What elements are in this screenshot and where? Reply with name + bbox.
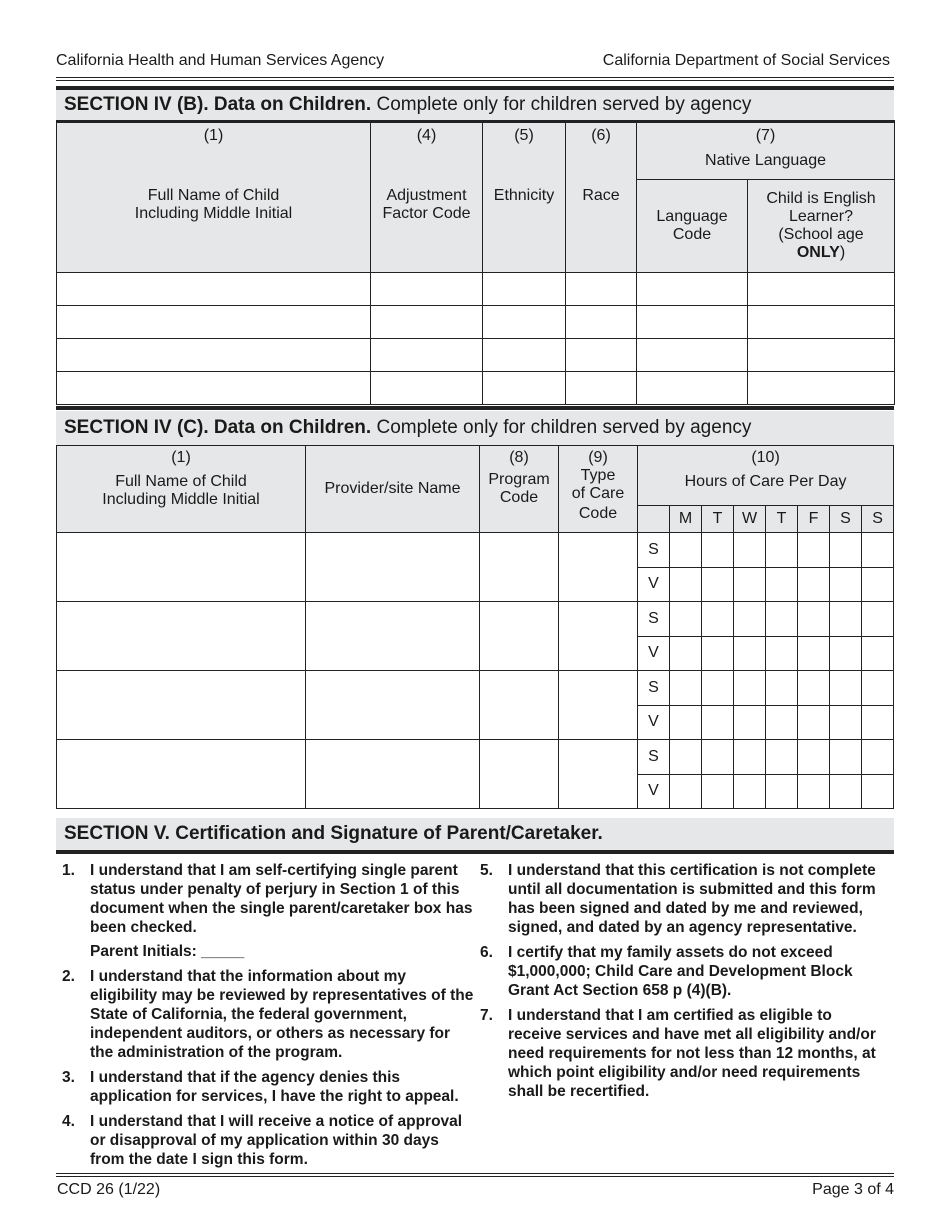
c-hours-cell[interactable] <box>734 774 766 809</box>
c-col1-num: (1) <box>171 449 191 466</box>
b-col4-num: (4) <box>416 127 437 144</box>
c-entry-cell[interactable] <box>480 533 559 602</box>
cert-item-5-num: 5. <box>480 862 493 879</box>
cert-column-left <box>56 861 476 1175</box>
b-entry-cell[interactable] <box>371 273 483 306</box>
c-hours-cell[interactable] <box>734 533 766 568</box>
c-hours-cell[interactable] <box>830 636 862 671</box>
b-entry-cell[interactable] <box>483 306 566 339</box>
section-c-title-rest: Complete only for children served by agency <box>371 417 752 438</box>
c-data-row <box>57 533 894 568</box>
c-hours-cell[interactable] <box>734 567 766 602</box>
c-row-code: S <box>638 533 670 568</box>
c-day-header: F <box>798 506 830 533</box>
c-hours-cell[interactable] <box>702 740 734 775</box>
cert-column-right <box>474 861 886 1107</box>
c-hours-cell[interactable] <box>798 740 830 775</box>
c-row-code: V <box>638 774 670 809</box>
b-data-row <box>57 306 895 339</box>
b-entry-cell[interactable] <box>637 306 748 339</box>
cert-item-7-text: I understand that I am certified as eligible to receive services and have met all eligibility and/or need requirements for not less than 12 months, at which point eligibility and/or need requirements shall be recertified. <box>508 1007 876 1100</box>
b-entry-cell[interactable] <box>371 306 483 339</box>
b-col7a-label-1: Language <box>656 208 728 226</box>
c-hours-cell[interactable] <box>798 774 830 809</box>
c-entry-cell[interactable] <box>57 602 306 671</box>
cert-item-6-num: 6. <box>480 944 493 961</box>
c-entry-cell[interactable] <box>480 671 559 740</box>
c-hours-cell[interactable] <box>702 774 734 809</box>
b-entry-cell[interactable] <box>637 372 748 405</box>
department-name: California Department of Social Services <box>602 52 890 69</box>
c-hours-cell[interactable] <box>798 533 830 568</box>
b-data-row <box>57 339 895 372</box>
c-hours-cell[interactable] <box>766 705 798 740</box>
c-hours-cell[interactable] <box>734 602 766 637</box>
section-c-table <box>56 445 894 809</box>
c-hours-cell[interactable] <box>766 533 798 568</box>
c-hours-cell[interactable] <box>798 602 830 637</box>
b-col7b-close: ) <box>839 244 846 262</box>
c-entry-cell[interactable] <box>57 671 306 740</box>
b-entry-cell[interactable] <box>57 306 371 339</box>
c-day-header: W <box>734 506 766 533</box>
b-col4-label-1: Adjustment <box>386 187 467 204</box>
c-day-header: T <box>766 506 798 533</box>
footer-rule <box>56 1173 894 1174</box>
c-hours-cell[interactable] <box>862 533 894 568</box>
b-entry-cell[interactable] <box>483 372 566 405</box>
c-hours-cell[interactable] <box>830 740 862 775</box>
b-entry-cell[interactable] <box>483 273 566 306</box>
c-hours-cell[interactable] <box>830 602 862 637</box>
b-entry-cell[interactable] <box>371 339 483 372</box>
c-hours-cell[interactable] <box>830 705 862 740</box>
c-hours-cell[interactable] <box>766 671 798 706</box>
c-col1-label-2: Including Middle Initial <box>102 491 260 508</box>
section-v-title: SECTION V. Certification and Signature of Parent/Caretaker. <box>56 818 894 850</box>
agency-name: California Health and Human Services Agency <box>56 52 385 69</box>
c-row-code: S <box>638 671 670 706</box>
c-col9-label-3: Code <box>578 505 618 522</box>
b-col1-label-2: Including Middle Initial <box>134 205 293 222</box>
b-entry-cell[interactable] <box>566 339 637 372</box>
c-day-blank <box>638 506 670 533</box>
section-b-title-bold: SECTION IV (B). Data on Children. <box>64 94 372 115</box>
b-entry-cell[interactable] <box>566 273 637 306</box>
c-hours-cell[interactable] <box>766 567 798 602</box>
cert-item-4 <box>56 1112 476 1169</box>
c-col8-label-1: Program <box>488 471 550 488</box>
cert-item-7-num: 7. <box>480 1007 493 1024</box>
c-entry-cell[interactable] <box>57 740 306 809</box>
c-hours-cell[interactable] <box>766 774 798 809</box>
c-data-row <box>57 671 894 706</box>
c-hours-cell[interactable] <box>766 740 798 775</box>
c-hours-cell[interactable] <box>798 636 830 671</box>
c-entry-cell[interactable] <box>559 671 638 740</box>
cert-item-5-text: I understand that this certification is not complete until all documentation is submitted and this form has been signed and dated by me and reviewed, signed, and dated by an agency representative. <box>508 862 876 936</box>
c-col10-num: (10) <box>751 449 780 466</box>
c-col9-label-2: of Care <box>571 485 625 502</box>
b-entry-cell[interactable] <box>748 339 895 372</box>
c-entry-cell[interactable] <box>306 740 480 809</box>
b-entry-cell[interactable] <box>57 372 371 405</box>
c-hours-cell[interactable] <box>670 671 702 706</box>
c-entry-cell[interactable] <box>306 533 480 602</box>
c-row-code: V <box>638 705 670 740</box>
cert-item-1 <box>56 861 476 961</box>
c-hours-cell[interactable] <box>830 567 862 602</box>
section-c-title <box>56 411 894 445</box>
page-number: Page 3 of 4 <box>812 1181 894 1198</box>
cert-item-1-num: 1. <box>62 862 75 879</box>
c-hours-cell[interactable] <box>862 774 894 809</box>
c-hours-cell[interactable] <box>862 671 894 706</box>
b-entry-cell[interactable] <box>748 306 895 339</box>
cert-item-3-text: I understand that if the agency denies this application for services, I have the right to appeal. <box>90 1069 459 1105</box>
c-day-header: S <box>830 506 862 533</box>
c-hours-cell[interactable] <box>766 602 798 637</box>
b-col5-num: (5) <box>514 127 534 144</box>
cert-item-2-text: I understand that the information about my eligibility may be reviewed by representatives of the State of California, the federal government, independent auditors, or others as necessary for the administration of the program. <box>90 968 474 1061</box>
c-row-code: V <box>638 567 670 602</box>
cert-item-4-num: 4. <box>62 1113 75 1130</box>
c-entry-cell[interactable] <box>480 602 559 671</box>
b-col1-num: (1) <box>203 127 224 144</box>
c-hours-cell[interactable] <box>670 774 702 809</box>
c-hours-cell[interactable] <box>798 671 830 706</box>
c-provider-header <box>306 446 480 533</box>
b-data-row <box>57 273 895 306</box>
c-hours-cell[interactable] <box>766 636 798 671</box>
c-col10-label: Hours of Care Per Day <box>684 473 847 490</box>
cert-item-6-text: I certify that my family assets do not exceed $1,000,000; Child Care and Development Block Grant Act Section 658 p (4)(B). <box>508 944 853 999</box>
cert-item-1-text: I understand that I am self-certifying single parent status under penalty of perjury in Section 1 of this document when the single parent/caretaker box has been checked. <box>90 862 473 936</box>
c-hours-cell[interactable] <box>702 567 734 602</box>
c-row-code: S <box>638 740 670 775</box>
b-data-row <box>57 372 895 405</box>
c-provider-label: Provider/site Name <box>324 480 461 497</box>
c-entry-cell[interactable] <box>306 602 480 671</box>
cert-item-3 <box>56 1068 476 1106</box>
b-col7b-label-3: (School age <box>778 226 864 244</box>
b-col7b-label-1: Child is English <box>766 190 876 208</box>
b-entry-cell[interactable] <box>57 339 371 372</box>
c-entry-cell[interactable] <box>480 740 559 809</box>
c-hours-cell[interactable] <box>734 636 766 671</box>
b-col4-header <box>371 122 483 273</box>
c-row-code: V <box>638 636 670 671</box>
b-entry-cell[interactable] <box>483 339 566 372</box>
b-col7-num: (7) <box>755 127 776 144</box>
c-hours-cell[interactable] <box>702 602 734 637</box>
c-col1-header <box>57 446 306 533</box>
c-hours-cell[interactable] <box>702 671 734 706</box>
b-col5-label: Ethnicity <box>493 187 555 204</box>
section-c-title-bold: SECTION IV (C). Data on Children. <box>64 417 372 438</box>
c-hours-cell[interactable] <box>702 705 734 740</box>
b-col6-num: (6) <box>591 127 611 144</box>
c-entry-cell[interactable] <box>57 533 306 602</box>
c-hours-cell[interactable] <box>798 705 830 740</box>
c-day-header: S <box>862 506 894 533</box>
c-entry-cell[interactable] <box>559 740 638 809</box>
c-hours-cell[interactable] <box>830 533 862 568</box>
c-col9-label-1: Type <box>580 467 616 484</box>
c-col8-label-2: Code <box>499 489 539 506</box>
cert-item-7 <box>474 1006 886 1101</box>
c-day-header: T <box>702 506 734 533</box>
c-entry-cell[interactable] <box>559 533 638 602</box>
c-hours-cell[interactable] <box>862 567 894 602</box>
c-hours-cell[interactable] <box>670 705 702 740</box>
c-hours-cell[interactable] <box>862 636 894 671</box>
header-rule <box>56 77 894 78</box>
parent-initials-field[interactable]: Parent Initials: _____ <box>90 943 245 960</box>
c-entry-cell[interactable] <box>306 671 480 740</box>
b-col6-header <box>566 122 637 273</box>
c-hours-cell[interactable] <box>862 705 894 740</box>
c-hours-cell[interactable] <box>734 705 766 740</box>
b-col7b-label-2: Learner? <box>788 208 854 226</box>
c-hours-cell[interactable] <box>798 567 830 602</box>
b-entry-cell[interactable] <box>748 372 895 405</box>
c-hours-cell[interactable] <box>734 671 766 706</box>
c-hours-cell[interactable] <box>702 636 734 671</box>
footer-rule-2 <box>56 1176 894 1177</box>
c-hours-cell[interactable] <box>830 671 862 706</box>
cert-item-4-text: I understand that I will receive a notice of approval or disapproval of my application within 30 days from the date I sign this form. <box>90 1113 463 1168</box>
b-entry-cell[interactable] <box>57 273 371 306</box>
cert-item-6 <box>474 943 886 1000</box>
c-row-code: S <box>638 602 670 637</box>
cert-item-5 <box>474 861 886 937</box>
c-col8-num: (8) <box>509 449 529 466</box>
c-hours-cell[interactable] <box>702 533 734 568</box>
b-entry-cell[interactable] <box>566 306 637 339</box>
c-col9-num: (9) <box>588 449 608 466</box>
section-c-top-rule <box>56 406 894 410</box>
b-entry-cell[interactable] <box>637 339 748 372</box>
c-hours-cell[interactable] <box>734 740 766 775</box>
b-col7a-header <box>637 180 748 273</box>
c-entry-cell[interactable] <box>559 602 638 671</box>
c-hours-cell[interactable] <box>862 740 894 775</box>
c-hours-cell[interactable] <box>670 533 702 568</box>
b-col7a-label-2: Code <box>672 226 712 244</box>
section-b-table <box>56 120 895 405</box>
c-hours-cell[interactable] <box>862 602 894 637</box>
b-col4-label-2: Factor Code <box>382 205 471 222</box>
b-col1-header <box>57 122 371 273</box>
c-day-header: M <box>670 506 702 533</box>
form-number: CCD 26 (1/22) <box>57 1181 161 1198</box>
c-col8-header <box>480 446 559 533</box>
section-v-rule <box>56 850 894 854</box>
b-entry-cell[interactable] <box>637 273 748 306</box>
c-col10-header <box>638 446 894 506</box>
b-entry-cell[interactable] <box>371 372 483 405</box>
c-data-row <box>57 740 894 775</box>
section-b-title-rest: Complete only for children served by agency <box>371 94 752 115</box>
b-col7-header <box>637 122 895 180</box>
cert-item-3-num: 3. <box>62 1069 75 1086</box>
c-data-row <box>57 602 894 637</box>
b-col1-label-1: Full Name of Child <box>147 187 280 204</box>
c-hours-cell[interactable] <box>670 636 702 671</box>
b-entry-cell[interactable] <box>566 372 637 405</box>
cert-item-2-num: 2. <box>62 968 75 985</box>
b-entry-cell[interactable] <box>748 273 895 306</box>
c-hours-cell[interactable] <box>670 567 702 602</box>
b-col5-header <box>483 122 566 273</box>
c-hours-cell[interactable] <box>670 740 702 775</box>
header-rule-2 <box>56 80 894 81</box>
section-b-title <box>56 90 894 120</box>
b-col7b-header <box>748 180 895 273</box>
c-hours-cell[interactable] <box>670 602 702 637</box>
c-col1-label-1: Full Name of Child <box>115 473 247 490</box>
cert-item-2 <box>56 967 476 1062</box>
b-col6-label: Race <box>582 187 620 204</box>
b-col7b-only: ONLY <box>796 244 840 262</box>
c-hours-cell[interactable] <box>830 774 862 809</box>
b-col7-label: Native Language <box>705 152 826 169</box>
c-col9-header <box>559 446 638 533</box>
